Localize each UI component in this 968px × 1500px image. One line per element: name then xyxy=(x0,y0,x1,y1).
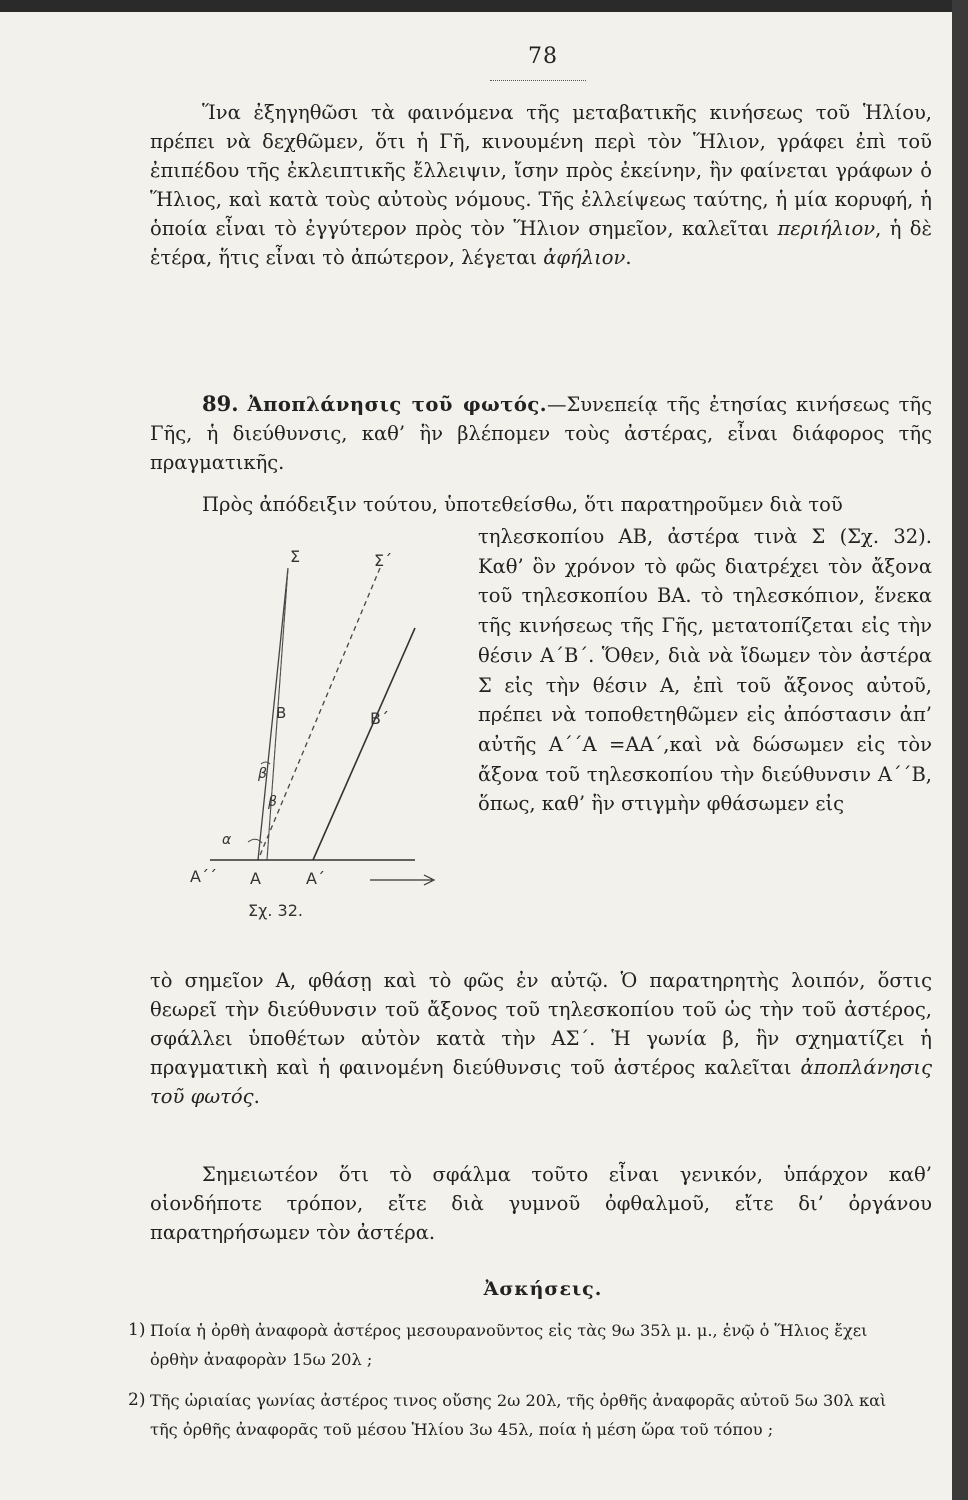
label-beta: β xyxy=(258,766,267,782)
label-a: Α xyxy=(250,869,261,888)
page-number: 78 xyxy=(528,44,558,69)
term-aberration-of-light: ἀποπλάνησις τοῦ φωτός xyxy=(150,1056,932,1108)
label-a-double-prime: Α΄΄ xyxy=(190,867,217,886)
paragraph-section-89 xyxy=(150,389,932,477)
term-aphelion: ἀφήλιον xyxy=(543,246,626,269)
label-b-prime: Β΄ xyxy=(370,709,389,728)
label-beta-inner: β xyxy=(268,794,277,810)
label-a-prime: Α΄ xyxy=(306,869,325,888)
paragraph-telescope-column: τηλεσκοπίου ΑΒ, ἀστέρα τινὰ Σ (Σχ. 32). Καθ’ ὃν χρόνον τὸ φῶς διατρέχει τὸν ἄξονα τοῦ τηλεσκοπίου ΒΑ. τὸ τηλεσκόπιον, ἕνεκα τῆς κινήσεως τῆς Γῆς, μετατοπίζεται εἰς τὴν θέσιν Α΄Β΄. Ὅθεν, διὰ νὰ ἴδωμεν τὸν ἀστέρα Σ εἰς τὴν θέσιν Α, ἐπὶ τοῦ ἄξονος αὐτοῦ, πρέπει νὰ τοποθετηθῶμεν εἰς ἀπόστασιν ἀπ’ αὐτῆς Α΄΄Α =ΑΑ΄,καὶ νὰ δώσωμεν εἰς τὸν ἄξονα τοῦ τηλεσκοπίου τὴν διεύθυνσιν Α΄΄Β, ὅπως, καθ’ ἣν στιγμὴν φθάσωμεν εἰς xyxy=(478,525,932,816)
paragraph-text: Ἵνα ἐξηγηθῶσι τὰ φαινόμενα τῆς μεταβατικῆς κινήσεως τοῦ Ἡλίου, πρέπει νὰ δεχθῶμεν, ὅτι ἡ Γῆ, κινουμένη περὶ τὸν Ἥλιον, γράφει ἐπὶ τοῦ ἐπιπέδου τῆς ἐκλειπτικῆς ἔλλειψιν, ἴσην πρὸς ἐκείνην, ἣν φαίνεται γράφων ὁ Ἥλιος, καὶ κατὰ τοὺς αὐτοὺς νόμους. Τῆς ἐλλείψεως ταύτης, ἡ μία κορυφή, ἡ ὁποία εἶναι τὸ ἐγγύτερον πρὸς τὸν Ἥλιον σημεῖον, καλεῖται xyxy=(150,101,932,240)
label-alpha: α xyxy=(222,832,232,848)
section-number: 89. xyxy=(202,391,239,416)
paragraph-general-error: Σημειωτέον ὅτι τὸ σφάλμα τοῦτο εἶναι γενικόν, ὑπάρχον καθ’ οἱονδήποτε τρόπον, εἴτε διὰ γυμνοῦ ὀφθαλμοῦ, εἴτε δι’ ὀργάνου παρατηρήσωμεν τὸν ἀστέρα. xyxy=(150,1163,932,1244)
paragraph-observer-error xyxy=(150,966,932,1111)
paragraph-text: . xyxy=(625,246,632,269)
paragraph-text: . xyxy=(253,1085,260,1108)
term-perihelion: περιήλιον xyxy=(777,217,876,240)
exercise-text: Τῆς ὡριαίας γωνίας ἀστέρος τινος οὔσης 2ω 20λ, τῆς ὀρθῆς ἀναφορᾶς αὐτοῦ 5ω 30λ καὶ τῆς ὀρθῆς ἀναφορᾶς τοῦ μέσου Ἡλίου 3ω 45λ, ποία ἡ μέση ὥρα τοῦ τόπου ; xyxy=(150,1391,887,1439)
exercise-item-1 xyxy=(128,1316,910,1374)
figure-32-aberration-diagram xyxy=(170,538,470,928)
label-sigma-prime: Σ΄ xyxy=(374,551,393,570)
section-title: Ἀποπλάνησις τοῦ φωτός. xyxy=(247,393,547,416)
paragraph-text: —Συνεπείᾳ τῆς ἐτησίας κινήσεως τῆς Γῆς, ἡ διεύθυνσις, καθ’ ἣν βλέπομεν τοὺς ἀστέρας, εἶναι διάφορος τῆς πραγματικῆς. xyxy=(150,393,932,474)
label-sigma: Σ xyxy=(290,547,301,566)
line-telescope-a-prime-b-prime xyxy=(313,628,415,860)
scan-border-top xyxy=(0,0,968,12)
paragraph-text: , ἡ δὲ ἑτέρα, ἥτις εἶναι τὸ ἀπώτερον, λέγεται xyxy=(150,217,932,269)
exercise-item-2 xyxy=(128,1386,910,1444)
figure-caption: Σχ. 32. xyxy=(248,901,303,920)
page-number-rule xyxy=(490,80,586,81)
exercises-heading: Ἀσκήσεις. xyxy=(483,1278,603,1300)
paragraph-text: τὸ σημεῖον Α, φθάσῃ καὶ τὸ φῶς ἐν αὐτῷ. Ὁ παρατηρητὴς λοιπόν, ὅστις θεωρεῖ τὴν διεύθυνσιν τοῦ ἄξονος τοῦ τηλεσκοπίου τοῦ ὡς τὴν τοῦ ἀστέρος, σφάλλει ὑποθέτων αὐτὸν κατὰ τὴν ΑΣ΄. Ἡ γωνία β, ἣν σχηματίζει ἡ πραγματικὴ καὶ ἡ φαινομένη διεύθυνσις τοῦ ἀστέρος καλεῖται xyxy=(150,969,932,1079)
exercise-text: Ποία ἡ ὀρθὴ ἀναφορὰ ἀστέρος μεσουρανοῦντος εἰς τὰς 9ω 35λ μ. μ., ἐνῷ ὁ Ἥλιος ἔχει ὀρθὴν ἀναφορὰν 15ω 20λ ; xyxy=(150,1321,868,1369)
exercise-number: 1) xyxy=(128,1320,146,1340)
label-b: Β xyxy=(276,704,287,722)
paragraph-earth-orbit xyxy=(150,98,932,272)
paragraph-proof-intro: Πρὸς ἀπόδειξιν τούτου, ὑποτεθείσθω, ὅτι παρατηροῦμεν διὰ τοῦ xyxy=(202,493,843,516)
scan-border-right xyxy=(952,0,968,1500)
exercise-number: 2) xyxy=(128,1390,146,1410)
